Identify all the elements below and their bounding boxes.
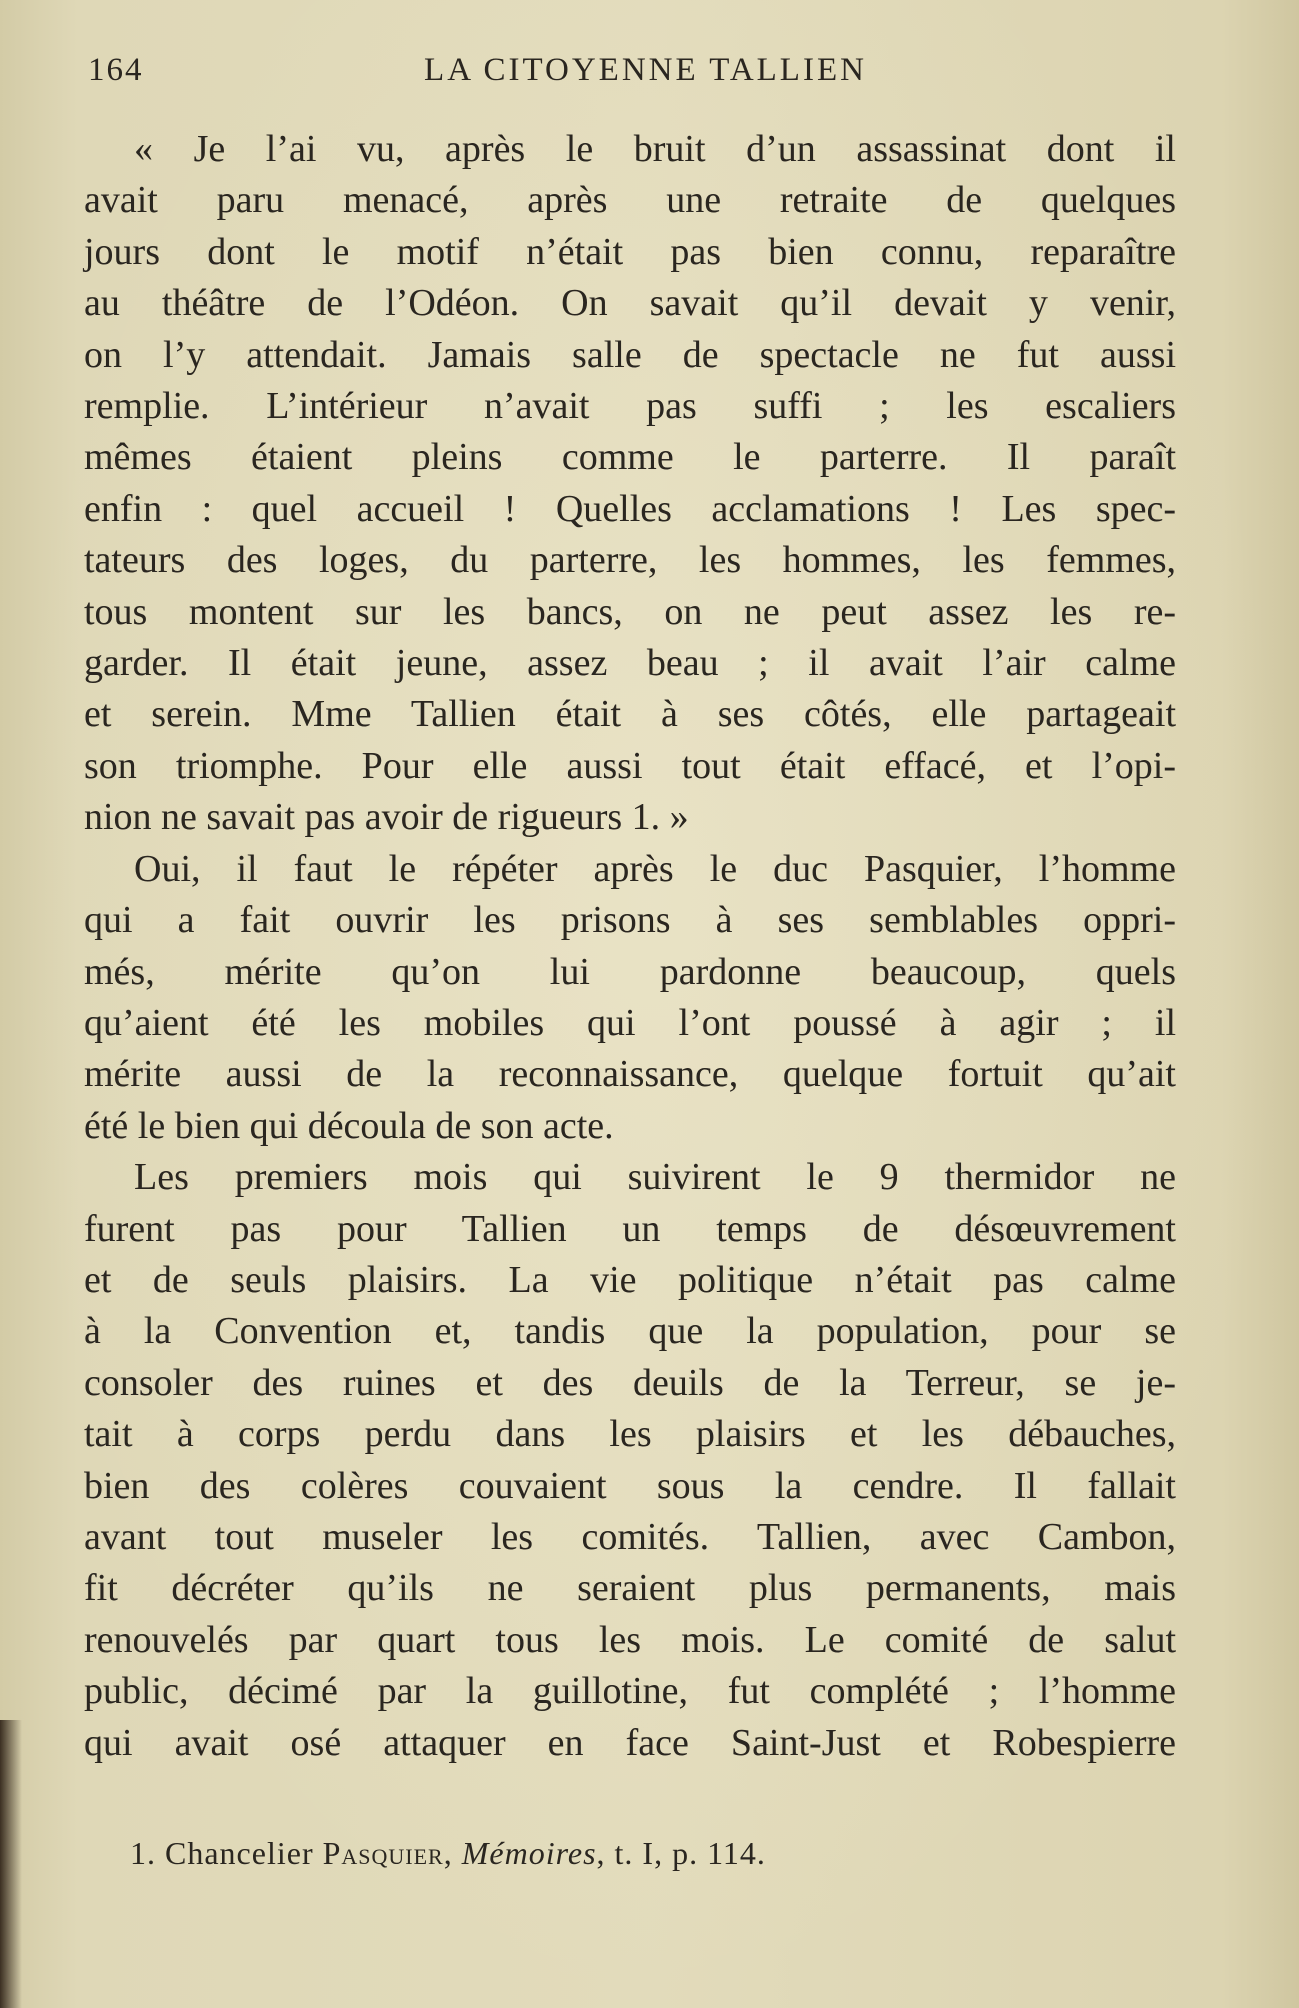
text-line: été le bien qui découla de son acte. <box>84 1104 614 1147</box>
footnote-reference: , t. I, p. 114. <box>596 1835 766 1871</box>
text-line: avant tout museler les comités. Tallien, avec Cambon, <box>84 1515 1176 1558</box>
footnote-number: 1. <box>130 1835 156 1871</box>
text-line: qui avait osé attaquer en face Saint-Just et Robespierre <box>84 1721 1176 1764</box>
text-line: enfin : quel accueil ! Quelles acclamations ! Les spec- <box>84 487 1176 530</box>
text-line: fit décréter qu’ils ne seraient plus permanents, mais <box>84 1567 1176 1610</box>
text-line: avait paru menacé, après une retraite de quelques <box>84 179 1176 222</box>
running-header <box>88 52 1173 96</box>
text-line: tateurs des loges, du parterre, les hommes, les femmes, <box>84 539 1176 582</box>
text-line: Oui, il faut le répéter après le duc Pasquier, l’homme <box>134 847 1176 890</box>
text-line: furent pas pour Tallien un temps de désœuvrement <box>84 1207 1176 1250</box>
text-line: son triomphe. Pour elle aussi tout était effacé, et l’opi- <box>84 744 1176 787</box>
text-line: Les premiers mois qui suivirent le 9 thermidor ne <box>134 1156 1176 1199</box>
text-line: on l’y attendait. Jamais salle de spectacle ne fut aussi <box>84 333 1176 376</box>
text-line: et de seuls plaisirs. La vie politique n’était pas calme <box>84 1258 1176 1301</box>
text-line: remplie. L’intérieur n’avait pas suffi ; les escaliers <box>84 385 1176 428</box>
page-edge-shadow <box>0 1720 22 2008</box>
page-number: 164 <box>88 52 144 88</box>
footnote-author: Pasquier <box>322 1835 444 1871</box>
footnote-prefix: Chancelier <box>165 1835 314 1871</box>
text-line: au théâtre de l’Odéon. On savait qu’il devait y venir, <box>84 282 1176 325</box>
text-line: tait à corps perdu dans les plaisirs et les débauches, <box>84 1413 1176 1456</box>
text-line: mêmes étaient pleins comme le parterre. Il paraît <box>84 436 1176 479</box>
paragraph-quote <box>84 124 1176 844</box>
text-line: à la Convention et, tandis que la population, pour se <box>84 1310 1176 1353</box>
text-line: mérite aussi de la reconnaissance, quelque fortuit qu’ait <box>84 1053 1176 1096</box>
text-line: bien des colères couvaient sous la cendre. Il fallait <box>84 1464 1176 1507</box>
text-line: més, mérite qu’on lui pardonne beaucoup, quels <box>84 950 1176 993</box>
footnote-title: Mémoires <box>461 1835 597 1871</box>
text-line: qui a fait ouvrir les prisons à ses semblables oppri- <box>84 899 1176 942</box>
paragraph-thermidor <box>84 1152 1176 1769</box>
footnote: 1. Chancelier Pasquier, Mémoires, t. I, p. 114. <box>130 1835 766 1871</box>
running-title: LA CITOYENNE TALLIEN <box>424 52 867 88</box>
text-line: garder. Il était jeune, assez beau ; il avait l’air calme <box>84 642 1176 685</box>
text-line: consoler des ruines et des deuils de la Terreur, se je- <box>84 1361 1176 1404</box>
text-line: « Je l’ai vu, après le bruit d’un assassinat dont il <box>134 128 1176 170</box>
body-text <box>84 124 1176 1769</box>
text-line: tous montent sur les bancs, on ne peut assez les re- <box>84 590 1176 633</box>
text-line: jours dont le motif n’était pas bien connu, reparaître <box>84 230 1176 273</box>
text-line: renouvelés par quart tous les mois. Le comité de salut <box>84 1618 1176 1661</box>
text-line: public, décimé par la guillotine, fut complété ; l’homme <box>84 1670 1176 1713</box>
paragraph-pasquier <box>84 844 1176 1152</box>
text-line: qu’aient été les mobiles qui l’ont poussé à agir ; il <box>84 1001 1176 1044</box>
text-line: nion ne savait pas avoir de rigueurs 1. » <box>84 796 689 839</box>
text-line: et serein. Mme Tallien était à ses côtés, elle partageait <box>84 693 1176 736</box>
